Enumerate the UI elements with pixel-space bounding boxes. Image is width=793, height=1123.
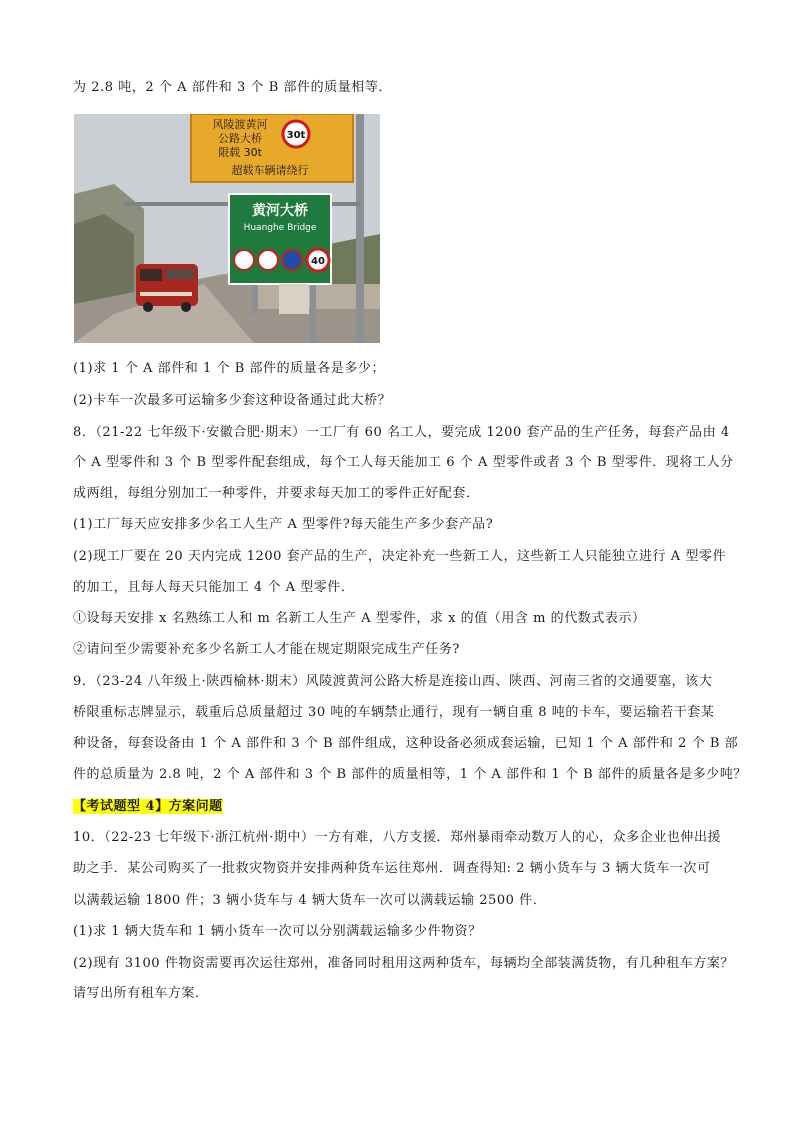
sign-top-line-1: 风陵渡黄河 bbox=[212, 118, 268, 131]
question-7-part-2: (2)卡车一次最多可运输多少套这种设备通过此大桥？ bbox=[73, 393, 392, 408]
no-turn-icon bbox=[258, 250, 278, 270]
question-8-line: 8．（21-22 七年级下·安徽合肥·期末）一工厂有 60 名工人，要完成 1200 套产品的生产任务，每套产品由 4 bbox=[73, 425, 730, 440]
green-sign-chinese: 黄河大桥 bbox=[252, 203, 308, 219]
sign-top-line-3: 限载 30t bbox=[218, 146, 262, 159]
question-8-part-2: (2)现工厂要在 20 天内完成 1200 套产品的生产，决定补充一些新工人，这些新工人只能独立进行 A 型零件 bbox=[73, 549, 727, 564]
question-10-part-1: (1)求 1 辆大货车和 1 辆小货车一次可以分别满载运输多少件物资？ bbox=[73, 924, 482, 939]
section-tag: 【考试题型 4】方案问题 bbox=[73, 799, 223, 814]
question-8-sub-2: ②请问至少需要补充多少名新工人才能在规定期限完成生产任务? bbox=[73, 642, 460, 657]
question-7-part-1: (1)求 1 个 A 部件和 1 个 B 部件的质量各是多少； bbox=[73, 361, 386, 376]
question-10-part-2: 请写出所有租车方案． bbox=[73, 986, 209, 1001]
speed-limit-badge: 40 bbox=[311, 256, 325, 267]
question-8-part-2: 的加工，且每人每天只能加工 4 个 A 型零件． bbox=[73, 580, 355, 595]
question-10-line: 助之手．某公司购买了一批救灾物资并安排两种货车运往郑州．调查得知: 2 辆小货车与 3 辆大货车一次可 bbox=[73, 861, 711, 876]
question-10-part-2: (2)现有 3100 件物资需要再次运往郑州，准备同时租用这两种货车，每辆均全部装满货物，有几种租车方案？ bbox=[73, 956, 734, 971]
question-10-line: 10．（22-23 七年级下·浙江杭州·期中）一方有难，八方支援．郑州暴雨牵动数万人的心，众多企业也伸出援 bbox=[73, 830, 722, 845]
question-8-line: 成两组，每组分别加工一种零件，并要求每天加工的零件正好配套． bbox=[73, 486, 480, 501]
text-line: 为 2.8 吨，2 个 A 部件和 3 个 B 部件的质量相等． bbox=[73, 80, 392, 95]
question-9-line: 件的总质量为 2.8 吨，2 个 A 部件和 3 个 B 部件的质量相等，1 个 A 部件和 1 个 B 部件的质量各是多少吨？ bbox=[73, 767, 747, 782]
no-parking-icon bbox=[282, 250, 302, 270]
question-8-sub-1: ①设每天安排 x 名熟练工人和 m 名新工人生产 A 型零件，求 x 的值（用含 m 的代数式表示） bbox=[73, 611, 646, 626]
question-9-line: 种设备，每套设备由 1 个 A 部件和 3 个 B 部件组成，这种设备必须成套运输，已知 1 个 A 部件和 2 个 B 部 bbox=[73, 736, 739, 751]
no-uturn-icon bbox=[234, 250, 254, 270]
question-9-line: 9．（23-24 八年级上·陕西榆林·期末）风陵渡黄河公路大桥是连接山西、陕西、河南三省的交通要塞，该大 bbox=[73, 674, 713, 689]
green-sign-english: Huanghe Bridge bbox=[243, 223, 317, 233]
sign-top-line-2: 公路大桥 bbox=[218, 132, 262, 145]
question-8-line: 个 A 型零件和 3 个 B 型零件配套组成，每个工人每天能加工 6 个 A 型零件或者 3 个 B 型零件．现将工人分 bbox=[73, 455, 734, 470]
question-9-line: 桥限重标志牌显示，载重后总质量超过 30 吨的车辆禁止通行，现有一辆自重 8 吨的卡车，要运输若干套某 bbox=[73, 705, 715, 720]
weight-limit-badge: 30t bbox=[286, 130, 306, 141]
question-8-part-1: (1)工厂每天应安排多少名工人生产 A 型零件?每天能生产多少套产品? bbox=[73, 517, 494, 532]
sign-top-line-4: 超载车辆请绕行 bbox=[231, 164, 309, 177]
bridge-photo bbox=[74, 114, 380, 343]
question-10-line: 以满载运输 1800 件；3 辆小货车与 4 辆大货车一次可以满载运输 2500 件． bbox=[73, 893, 547, 908]
